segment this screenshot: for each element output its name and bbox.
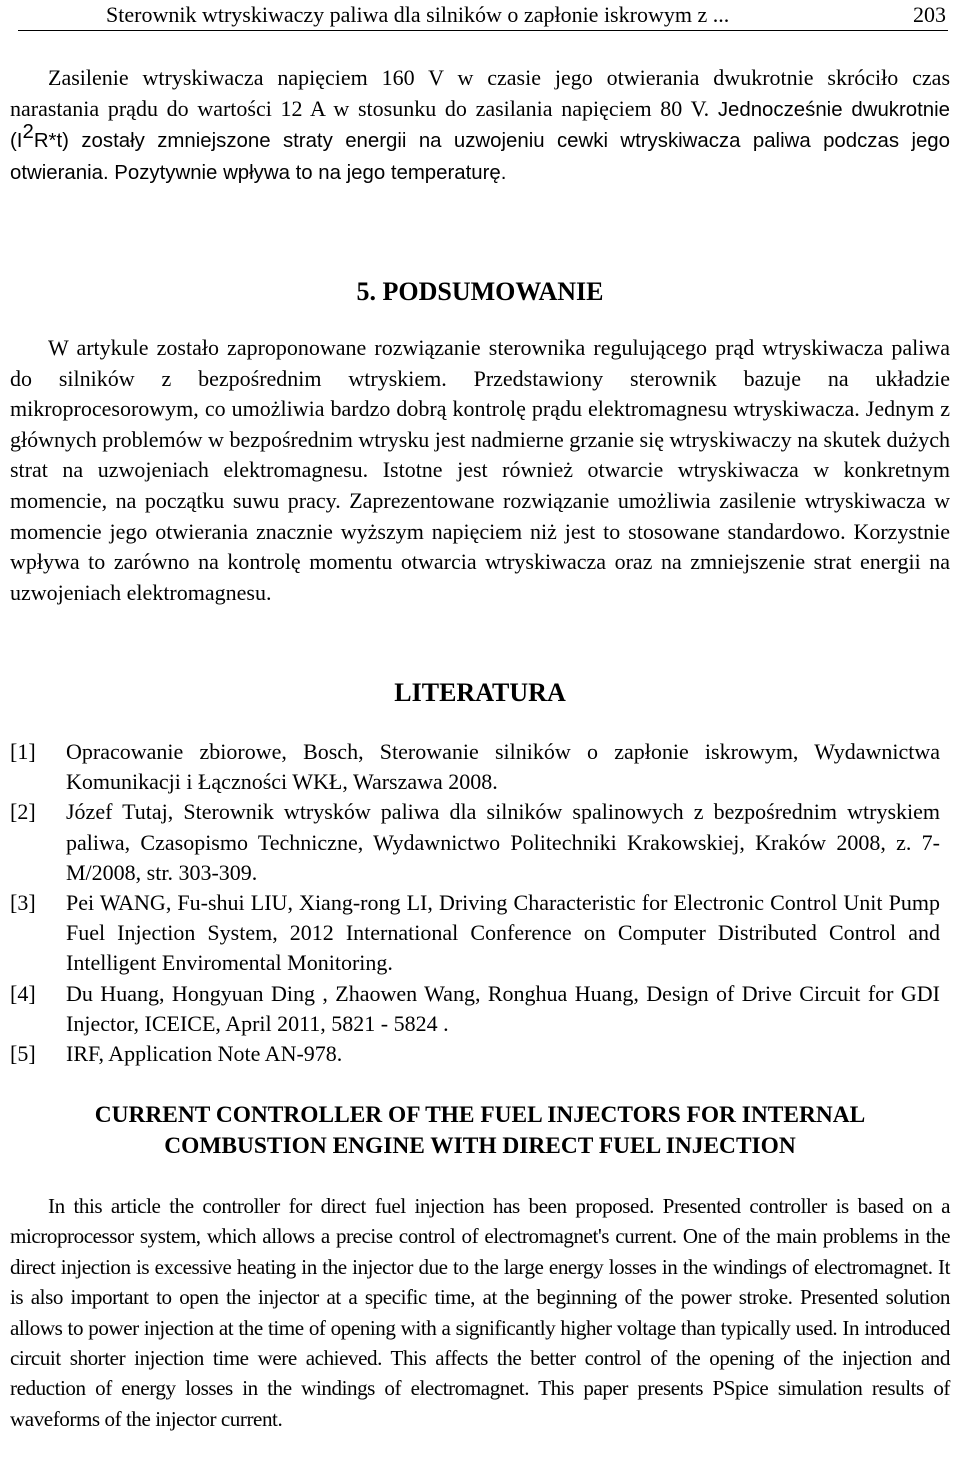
literature-heading: LITERATURA	[394, 678, 566, 707]
intro-sans-text-a: Jednocześnie dwukrotnie (I	[10, 98, 950, 153]
reference-label: [1]	[10, 739, 36, 764]
reference-item	[10, 797, 940, 888]
reference-text: Du Huang, Hongyuan Ding , Zhaowen Wang, Ronghua Huang, Design of Drive Circuit for GDI Injector, ICEICE, April 2011, 5821 - 5824 .	[66, 980, 940, 1036]
intro-superscript: 2	[22, 121, 34, 144]
reference-text: Pei WANG, Fu-shui LIU, Xiang-rong LI, Driving Characteristic for Electronic Control Unit Pump Fuel Injection System, 2012 International Conference on Computer Distributed Control and Intelligent Enviromental Monitoring.	[66, 890, 940, 976]
intro-sans-text-b: R*t) zostały zmniejszone straty energii na uzwojeniu cewki wtryskiwacza paliwa podczas jego otwierania. Pozytywnie wpływa to na jego temperaturę.	[10, 130, 950, 184]
reference-item	[10, 979, 940, 1039]
reference-text: Opracowanie zbiorowe, Bosch, Sterowanie silników o zapłonie iskrowym, Wydawnictwa Komunikacji i Łączności WKŁ, Warszawa 2008.	[66, 739, 940, 795]
reference-label: [2]	[10, 799, 36, 825]
english-title	[30, 1100, 930, 1161]
english-title-line-2: COMBUSTION ENGINE WITH DIRECT FUEL INJECTION	[164, 1132, 796, 1159]
summary-paragraph: W artykule zostało zaproponowane rozwiązanie sterownika regulującego prąd wtryskiwacza paliwa do silników z bezpośrednim wtryskiem. Przedstawiony sterownik bazuje na układzie mikroprocesorowym, co umożliwia bardzo dobrą kontrolę prądu elektromagnesu wtryskiwacza. Jednym z głównych problemów w bezpośrednim wtrysku jest nadmierne grzanie się wtryskiwaczy na skutek dużych strat na uzwojeniach elektromagnesu. Istotne jest również otwarcie wtryskiwacza w konkretnym momencie, na początku suwu pracy. Zaprezentowane rozwiązanie umożliwia zasilenie wtryskiwacza w momencie jego otwierania znacznie wyższym napięciem niż jest to stosowane standardowo. Korzystnie wpływa to zarówno na kontrolę momentu otwarcia wtryskiwacza oraz na zmniejszenie strat energii na uzwojeniach elektromagnesu.	[10, 335, 950, 605]
page-number: 203	[913, 2, 946, 27]
intro-text: Zasilenie wtryskiwacza napięciem 160 V w czasie jego otwierania dwukrotnie skróciło czas narastania prądu do wartości 12 A w stosunku do zasilania napięciem 80 V.	[10, 65, 950, 121]
reference-label: [3]	[10, 890, 36, 916]
reference-label: [4]	[10, 980, 36, 1006]
reference-item	[10, 737, 940, 797]
intro-paragraph	[10, 63, 950, 188]
reference-item	[10, 1039, 940, 1069]
reference-list	[10, 737, 940, 1069]
english-abstract: In this article the controller for direct fuel injection has been proposed. Presented controller is based on a microprocessor system, which allows a precise control of electromagnet's current. One of the main problems in the direct injection is excessive heating in the injector due to the large energy losses in the windings of electromagnet. It is also important to open the injector at a specific time, at the beginning of the power stroke. Presented solution allows to power injection at the time of opening with a significantly higher voltage than typically used. In introduced circuit shorter injection time were achieved. This affects the better control of the opening of the injection and reduction of energy losses in the windings of electromagnet. This paper presents PSpice simulation results of waveforms of the injector current.	[10, 1194, 950, 1431]
summary-heading: 5. PODSUMOWANIE	[356, 277, 604, 306]
english-title-line-1: CURRENT CONTROLLER OF THE FUEL INJECTORS FOR INTERNAL	[94, 1102, 866, 1128]
reference-text: IRF, Application Note AN-978.	[66, 1041, 343, 1067]
running-header-title: Sterownik wtryskiwaczy paliwa dla silników o zapłonie iskrowym z ...	[106, 2, 730, 27]
running-header	[18, 0, 948, 31]
reference-item	[10, 888, 940, 979]
reference-label: [5]	[10, 1041, 36, 1067]
reference-text: Józef Tutaj, Sterownik wtrysków paliwa dla silników spalinowych z bezpośrednim wtryskiem paliwa, Czasopismo Techniczne, Wydawnictwo Politechniki Krakowskiej, Kraków 2008, z. 7-M/2008, str. 303-309.	[66, 799, 940, 885]
